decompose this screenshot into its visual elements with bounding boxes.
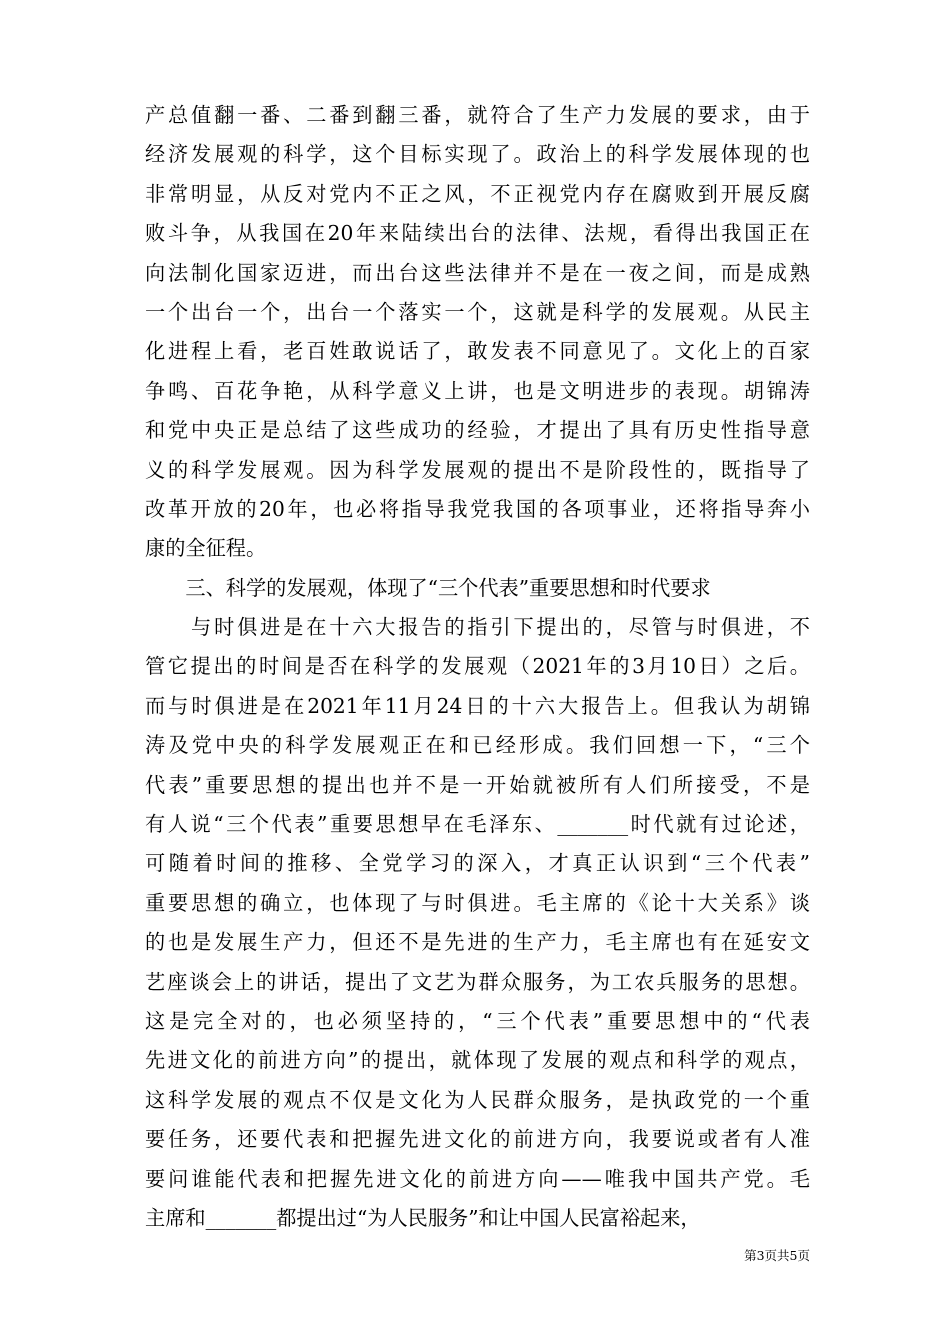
text-line: 要任务，还要代表和把握先进文化的前进方向，我要说或者有人准 xyxy=(145,1127,810,1152)
text-line: 主席和_______都提出过“为人民服务”和让中国人民富裕起来， xyxy=(145,1205,701,1230)
text-line: 化进程上看，老百姓敢说话了，敢发表不同意见了。文化上的百家 xyxy=(145,339,810,364)
text-line: 艺座谈会上的讲话，提出了文艺为群众服务，为工农兵服务的思想。 xyxy=(145,969,810,994)
text-line: 有人说“三个代表”重要思想早在毛泽东、_______时代就有过论述， xyxy=(145,812,810,837)
text-line: 这科学发展的观点不仅是文化为人民群众服务，是执政党的一个重 xyxy=(145,1087,810,1112)
text-line: 一个出台一个，出台一个落实一个，这就是科学的发展观。从民主 xyxy=(145,299,810,324)
text-line: 经济发展观的科学，这个目标实现了。政治上的科学发展体现的也 xyxy=(145,142,810,167)
text-line: 这是完全对的，也必须坚持的，“三个代表”重要思想中的“代表 xyxy=(145,1008,810,1033)
text-line: 与时俱进是在十六大报告的指引下提出的，尽管与时俱进，不 xyxy=(145,615,810,640)
text-line: 可随着时间的推移、全党学习的深入，才真正认识到“三个代表” xyxy=(145,851,810,876)
text-line: 重要思想的确立，也体现了与时俱进。毛主席的《论十大关系》谈 xyxy=(145,890,810,915)
text-line: 先进文化的前进方向”的提出，就体现了发展的观点和科学的观点， xyxy=(145,1048,810,1073)
text-line: 向法制化国家迈进，而出台这些法律并不是在一夜之间，而是成熟 xyxy=(145,260,810,285)
text-line: 的也是发展生产力，但还不是先进的生产力，毛主席也有在延安文 xyxy=(145,930,810,955)
text-line: 涛及党中央的科学发展观正在和已经形成。我们回想一下，“三个 xyxy=(145,733,810,758)
text-line: 而与时俱进是在2021年11月24日的十六大报告上。但我认为胡锦 xyxy=(145,693,810,718)
document-body xyxy=(145,96,810,1238)
text-line: 义的科学发展观。因为科学发展观的提出不是阶段性的，既指导了 xyxy=(145,457,810,482)
text-line: 败斗争，从我国在20年来陆续出台的法律、法规，看得出我国正在 xyxy=(145,221,810,246)
text-line: 要问谁能代表和把握先进文化的前进方向——唯我中国共产党。毛 xyxy=(145,1166,810,1191)
text-line: 康的全征程。 xyxy=(145,536,267,561)
text-line: 代表”重要思想的提出也并不是一开始就被所有人们所接受，不是 xyxy=(145,772,810,797)
text-line: 产总值翻一番、二番到翻三番，就符合了生产力发展的要求，由于 xyxy=(145,103,810,127)
page-number: 第3页共5页 xyxy=(744,1248,810,1263)
section-heading: 三、科学的发展观，体现了“三个代表”重要思想和时代要求 xyxy=(145,575,711,600)
text-line: 管它提出的时间是否在科学的发展观（2021年的3月10日）之后。 xyxy=(145,654,810,679)
text-line: 改革开放的20年，也必将指导我党我国的各项事业，还将指导奔小 xyxy=(145,496,810,521)
text-line: 非常明显，从反对党内不正之风，不正视党内存在腐败到开展反腐 xyxy=(145,181,810,206)
text-line: 争鸣、百花争艳，从科学意义上讲，也是文明进步的表现。胡锦涛 xyxy=(145,378,810,403)
text-line: 和党中央正是总结了这些成功的经验，才提出了具有历史性指导意 xyxy=(145,418,810,443)
